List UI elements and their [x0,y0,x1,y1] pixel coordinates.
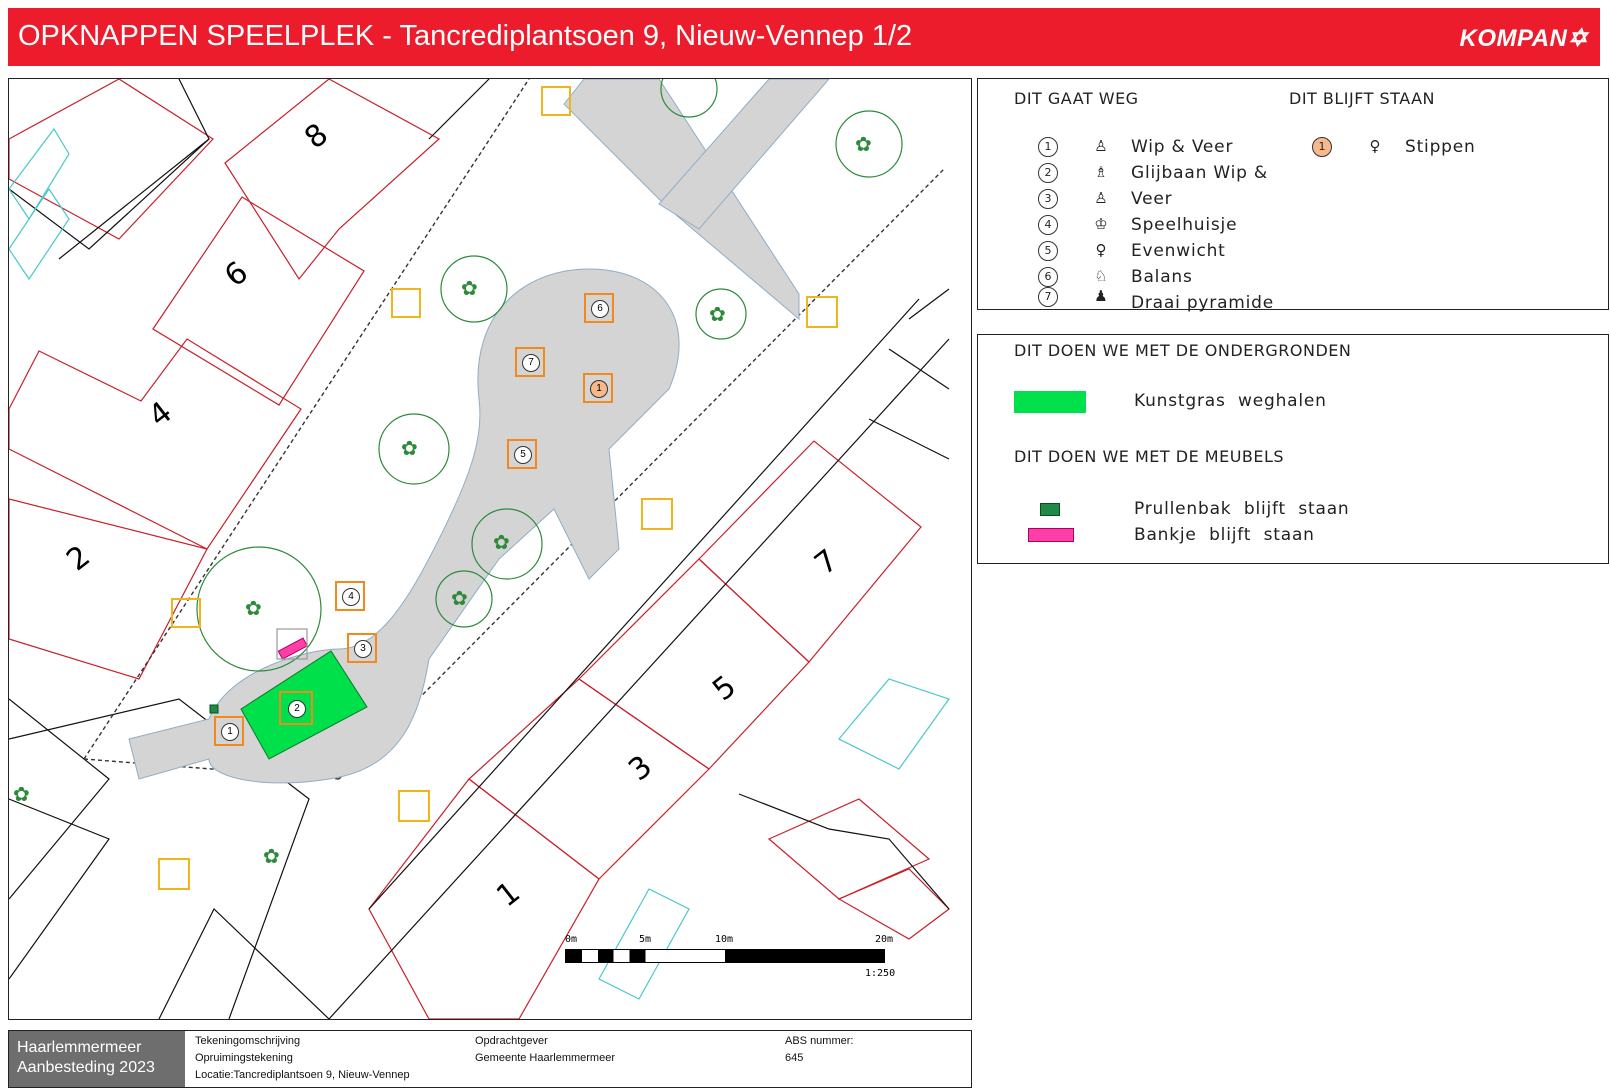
marker-number: 3 [354,640,372,658]
legend-label: Bankje blijft staan [1134,525,1315,545]
house-number: 7 [808,542,845,583]
legend-label: Kunstgras weghalen [1134,391,1327,411]
legend-remove-heading: DIT GAAT WEG [1014,89,1139,108]
house-number: 2 [60,538,97,579]
marker-number: 5 [514,446,532,464]
description-value: Opruimingstekening [195,1052,293,1064]
marker-number: 7 [522,354,540,372]
marker-number: 1 [590,380,608,398]
svg-text:✿: ✿ [855,134,872,156]
equipment-marker-remove[interactable] [584,293,614,323]
trash-bin-icon [1040,503,1060,516]
site-map [8,78,972,1020]
legend-number: 5 [1038,241,1058,261]
balance-beam-icon: ♘ [1094,267,1108,285]
organization-block [9,1031,185,1087]
description-label: Tekeningomschrijving [195,1035,301,1047]
spring-rider-icon: ♙ [1094,189,1108,207]
kompan-logo [1460,24,1589,53]
svg-text:✿: ✿ [263,846,280,868]
legend-label: Draai pyramide [1131,293,1275,313]
legend-number: 2 [1038,163,1058,183]
artificial-grass-swatch [1014,391,1086,413]
playhouse-icon: ♔ [1094,215,1108,233]
scale-tick-label: 20m [875,934,894,945]
house-number: 5 [706,668,743,709]
legend-surfaces-heading: DIT DOEN WE MET DE ONDERGRONDEN [1014,341,1352,360]
scale-tick-label: 5m [639,934,652,945]
balance-figure-icon: ♀ [1095,241,1107,259]
legend-label: Veer [1131,189,1173,209]
stepping-stones-icon: ♀ [1369,137,1381,155]
legend-number: 7 [1038,287,1058,307]
equipment-marker-remove[interactable] [347,633,377,663]
marker-number: 6 [591,300,609,318]
logo-figure-icon: ✡ [1567,25,1588,52]
location-text: Locatie:Tancrediplantsoen 9, Nieuw-Vennep [195,1069,410,1081]
title-block [8,1030,972,1088]
legend-label: Evenwicht [1131,241,1226,261]
svg-text:✿: ✿ [709,304,726,326]
legend-label: Prullenbak blijft staan [1134,499,1350,519]
slide-icon: ♗ [1094,163,1108,181]
svg-text:✿: ✿ [401,438,418,460]
seesaw-spring-icon: ♙ [1094,137,1108,155]
page-title: OPKNAPPEN SPEELPLEK - Tancrediplantsoen 9, Nieuw-Vennep 1/2 [18,20,913,52]
legend-number: 4 [1038,215,1058,235]
scale-bar-segments [565,949,885,963]
scale-ratio: 1:250 [865,968,896,979]
legend-surfaces-furniture [977,334,1609,564]
abs-value: 645 [785,1052,804,1064]
logo-text: KOMPAN [1459,25,1568,52]
client-label: Opdrachtgever [475,1035,548,1047]
equipment-marker-remove[interactable] [507,439,537,469]
scale-bar [565,934,897,984]
legend-number: 1 [1312,137,1332,157]
scale-tick-label: 10m [715,934,734,945]
tender-name: Aanbesteding 2023 [17,1059,155,1076]
bin-marker [210,705,218,713]
legend-number: 6 [1038,267,1058,287]
legend-equipment [977,78,1609,313]
legend-number: 1 [1038,137,1058,157]
svg-text:✿: ✿ [451,588,468,610]
abs-label: ABS nummer: [785,1035,854,1047]
marker-number: 4 [342,588,360,606]
legend-label: Glijbaan Wip & [1131,163,1268,183]
bench-icon [1028,528,1074,542]
marker-number: 1 [221,723,239,741]
house-number: 3 [622,748,659,789]
equipment-marker-remove[interactable] [214,716,244,746]
house-number: 4 [142,394,179,435]
legend-label: Stippen [1405,137,1476,157]
legend-label: Speelhuisje [1131,215,1238,235]
organization-name: Haarlemmermeer [17,1039,142,1056]
parcels-left [9,79,439,679]
equipment-marker-remove[interactable] [335,581,365,611]
svg-text:✿: ✿ [245,598,262,620]
legend-furniture-heading: DIT DOEN WE MET DE MEUBELS [1014,447,1285,466]
house-number: 8 [298,116,335,157]
equipment-marker-keep[interactable] [583,373,613,403]
legend-label: Wip & Veer [1131,137,1234,157]
svg-text:✿: ✿ [13,784,30,806]
svg-text:✿: ✿ [493,532,510,554]
client-value: Gemeente Haarlemmermeer [475,1052,615,1064]
legend-number: 3 [1038,189,1058,209]
title-bar [8,8,1600,66]
marker-number: 2 [288,700,306,718]
svg-text:✿: ✿ [461,278,478,300]
house-number: 6 [218,254,255,295]
house-number: 1 [490,874,527,915]
legend-keep-heading: DIT BLIJFT STAAN [1289,89,1435,108]
equipment-marker-remove[interactable] [515,347,545,377]
scale-tick-label: 0m [565,934,578,945]
equipment-marker-remove[interactable] [279,691,313,725]
spinning-pyramid-icon: ♟ [1094,287,1108,305]
legend-label: Balans [1131,267,1193,287]
